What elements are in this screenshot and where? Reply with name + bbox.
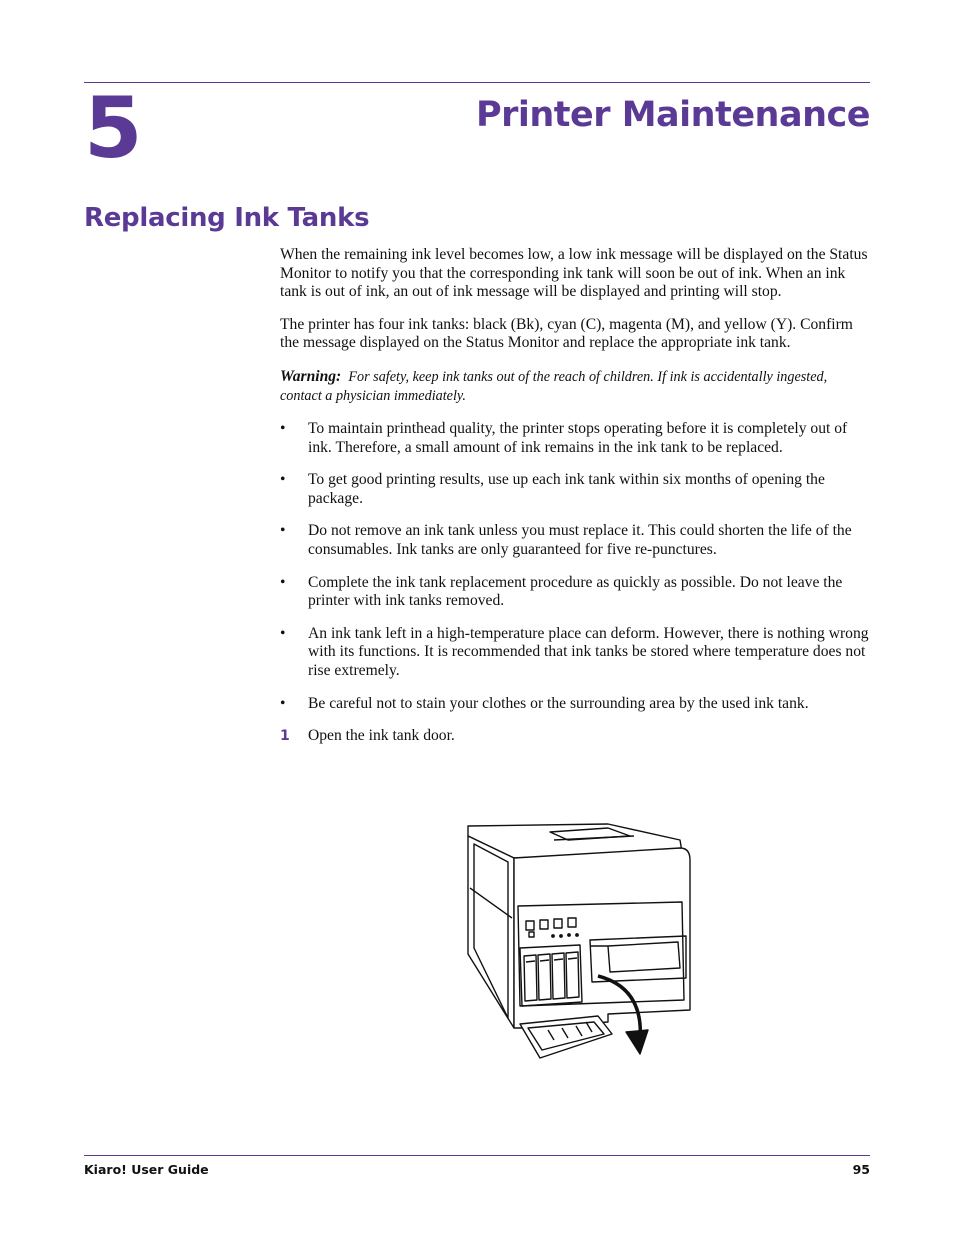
printer-illustration — [458, 818, 698, 1066]
status-led — [560, 935, 562, 937]
step-text: Open the ink tank door. — [308, 727, 455, 745]
arrow-head-icon — [626, 1030, 648, 1054]
list-item-text: Be careful not to stain your clothes or the surrounding area by the used ink tank. — [308, 694, 809, 712]
page-number: 95 — [852, 1162, 870, 1177]
paragraph: When the remaining ink level becomes low, a low ink message will be displayed on the Status Monitor to notify you that the corresponding ink tank will soon be out of ink. When an ink tank is out of ink, an out of ink message will be displayed and printing will stop. — [280, 246, 868, 301]
section-title: Replacing Ink Tanks — [84, 203, 370, 233]
chapter-number: 5 — [84, 79, 141, 177]
bullet-glyph: • — [280, 522, 286, 540]
chapter-title: Printer Maintenance — [475, 95, 870, 135]
bullet-glyph: • — [280, 624, 286, 642]
bullet-glyph: • — [280, 419, 286, 437]
bullet-list — [280, 420, 872, 713]
list-item — [280, 471, 872, 508]
list-item — [280, 522, 872, 559]
bullet-glyph: • — [280, 471, 286, 489]
list-item-text: An ink tank left in a high-temperature place can deform. However, there is nothing wrong with its functions. It is recommended that ink tanks be stored where temperature does not rise extremely. — [308, 624, 869, 679]
status-led — [552, 935, 554, 937]
list-item-text: Complete the ink tank replacement procedure as quickly as possible. Do not leave the printer with ink tanks removed. — [308, 573, 843, 610]
list-item — [280, 574, 872, 611]
warning-text: For safety, keep ink tanks out of the reach of children. If ink is accidentally ingested, contact a physician immediately. — [280, 368, 828, 404]
footer-rule — [84, 1155, 870, 1156]
status-led — [576, 934, 578, 936]
bullet-glyph: • — [280, 694, 286, 712]
status-led — [568, 934, 570, 936]
paragraph: The printer has four ink tanks: black (Bk), cyan (C), magenta (M), and yellow (Y). Confirm the message displayed on the Status Monitor and replace the appropriate ink tank. — [280, 315, 853, 352]
body-content — [280, 246, 872, 746]
warning-note — [280, 367, 872, 406]
header-rule — [84, 82, 870, 83]
list-item-text: Do not remove an ink tank unless you must replace it. This could shorten the life of the consumables. Ink tanks are only guaranteed for five re-punctures. — [308, 522, 852, 558]
list-item — [280, 420, 872, 457]
list-item — [280, 625, 872, 681]
step-1 — [280, 727, 872, 746]
footer-title: Kiaro! User Guide — [84, 1162, 209, 1177]
list-item — [280, 695, 872, 714]
bullet-glyph: • — [280, 573, 286, 591]
printer-left-side — [468, 836, 514, 1028]
list-item-text: To get good printing results, use up each ink tank within six months of opening the package. — [308, 471, 825, 507]
warning-label: Warning: — [280, 367, 342, 385]
list-item-text: To maintain printhead quality, the printer stops operating before it is completely out of ink. Therefore, a small amount of ink remains in the ink tank to be replaced. — [308, 419, 848, 456]
step-number: 1 — [280, 728, 290, 745]
